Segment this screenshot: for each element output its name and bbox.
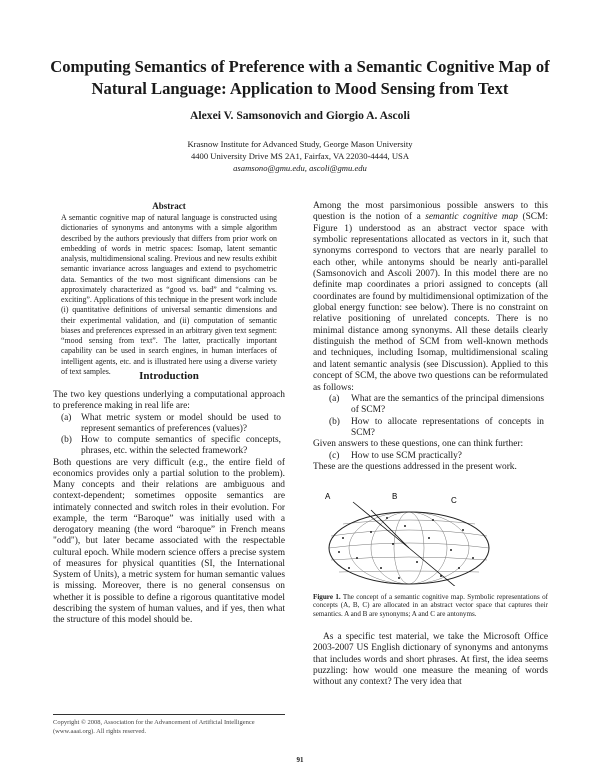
title-line-2: Natural Language: Application to Mood Sensing from Text [91,79,509,98]
right-paragraph-1: Among the most parsimonious possible answers to this question is the notion of a semantic cognitive map (SCM: Figure 1) understood as an abstract vector space with symbolic representations allocated as vectors in it, such that synonyms correspond to vectors that are nearly parallel to each other, while antonyms should be nearly anti-parallel (Samsonovich and Ascoli 2007). In this model there are no definite map coordinates a priori assigned to concepts (all coordinates are found by multidimensional optimization of the global energy function: see below). There is no constraint on relative positioning of unrelated concepts. There is no minimal distance among synonyms. All these details clearly distinguish the method of SCM from well-known methods and techniques, including Isomap, multidimensional scaling and latent semantic analysis (see Discussion). Applied to this concept of SCM, the above two questions can be reformulated as follows: [313,201,548,393]
figure-label-c: C [451,496,457,505]
authors: Alexei V. Samsonovich and Giorgio A. Ascoli [190,109,410,122]
affiliation-address: 4400 University Drive MS 2A1, Fairfax, VA 22030-4444, USA [190,151,410,161]
figure-label-b: B [392,492,398,501]
figure-label-a: A [325,492,331,501]
right-paragraph-4: As a specific test material, we take the Microsoft Office 2003-2007 US English dictionary of synonyms and antonyms that includes words and short phrases. At first, the idea seems puzzling: how would one measure the meaning of words without any context? The very idea that [313,632,548,687]
copyright-notice: Copyright © 2008, Association for the Advancement of Artificial Intelligence (www.aaai.org). All rights reserved. [53,714,285,736]
list-label: (b) [61,435,72,445]
list-item [313,417,548,440]
affiliation [40,138,560,174]
figure-1-semantic-map [313,488,548,586]
list-label: (a) [329,393,340,404]
right-column-top [313,201,548,473]
introduction-heading: Introduction [139,370,199,382]
list-text: How to allocate representations of concepts in SCM? [351,416,544,438]
intro-paragraph-2: Both questions are very difficult (e.g., the entire field of economics provides only a partial solution to the problem). Many concepts and their relations are ambiguous and context-dependent; sometimes opposite semantics are intimately connected and switch roles in their evolution. For example, the term “Baroque” was initially used with a derogatory meaning (the word “baroque” in French means "odd"), but later became associated with the respectable cultural epoch. While modern science offers a precise system of measures for physical quantities (SI, the International System of Units), a metric system for human semantic values is missing. Moreover, there is no general consensus on whether it is possible to define a rigorous quantitative model describing the system of human values, and if yes, then what the structure of this model should be. [53,457,285,625]
list-item [313,394,548,417]
right-paragraph-3: These are the questions addressed in the present work. [313,461,517,472]
figure-1-caption [313,593,548,618]
caption-label: Figure 1. [313,593,341,601]
right-paragraph-2: Given answers to these questions, one can think further: [313,439,524,450]
intro-paragraph-1: The two key questions underlying a computational approach to preference making in real life are: [53,390,285,412]
list-text: How to compute semantics of specific concepts, phrases, etc. within the selected framework? [81,435,281,457]
abstract-heading: Abstract [152,201,186,211]
list-label: (c) [329,450,340,461]
right-column-bottom [313,632,548,688]
scm-further-question [313,451,548,462]
list-item [313,451,548,462]
list-item [53,413,285,436]
author-emails: asamsono@gmu.edu, ascoli@gmu.edu [233,163,367,173]
paper-title [40,56,560,100]
list-label: (b) [329,416,340,427]
title-line-1: Computing Semantics of Preference with a Semantic Cognitive Map of [50,57,550,76]
page-number: 91 [296,756,304,764]
abstract-body: A semantic cognitive map of natural language is constructed using dictionaries of synonyms and antonyms with a simple algorithm described by the authors previously that differs from prior work on embedding of words in metric spaces: Isomap, latent semantic analysis, multidimensional scaling. Previous and new results exhibit semantic invariance across languages and extend to psychometric data. Semantics of the two most significant dimensions can be approximately characterized as “good vs. bad” and “calming vs. exciting”. Applications of this technique in the present work include (i) quantitative definitions of universal semantic dimensions and their experimental validation, and (ii) computation of semantic biases and preferences expressed in an arbitrary given text segment: “mood sensing from text”. The latter, practically important capability can be used in search engines, in human interfaces of intelligent agents, etc. and is illustrated here using a diverse variety of text samples. [61,213,277,376]
list-text: What are the semantics of the principal dimensions of SCM? [351,393,544,416]
affiliation-institute: Krasnow Institute for Advanced Study, George Mason University [187,139,413,149]
scm-term: semantic cognitive map [425,212,518,223]
intro-question-list [53,413,285,458]
list-text: What metric system or model should be used to represent semantics of preferences (values)? [81,412,281,434]
caption-text: The concept of a semantic cognitive map. Symbolic representations of concepts (A, B, C) are allocated in an abstract vector space that captures their semantics. A and B are synonyms; A and C are antonyms. [313,593,548,618]
list-label: (a) [61,412,72,423]
list-item [53,435,285,458]
scm-question-list [313,394,548,439]
introduction-section [53,390,285,626]
list-text: How to use SCM practically? [351,450,462,461]
